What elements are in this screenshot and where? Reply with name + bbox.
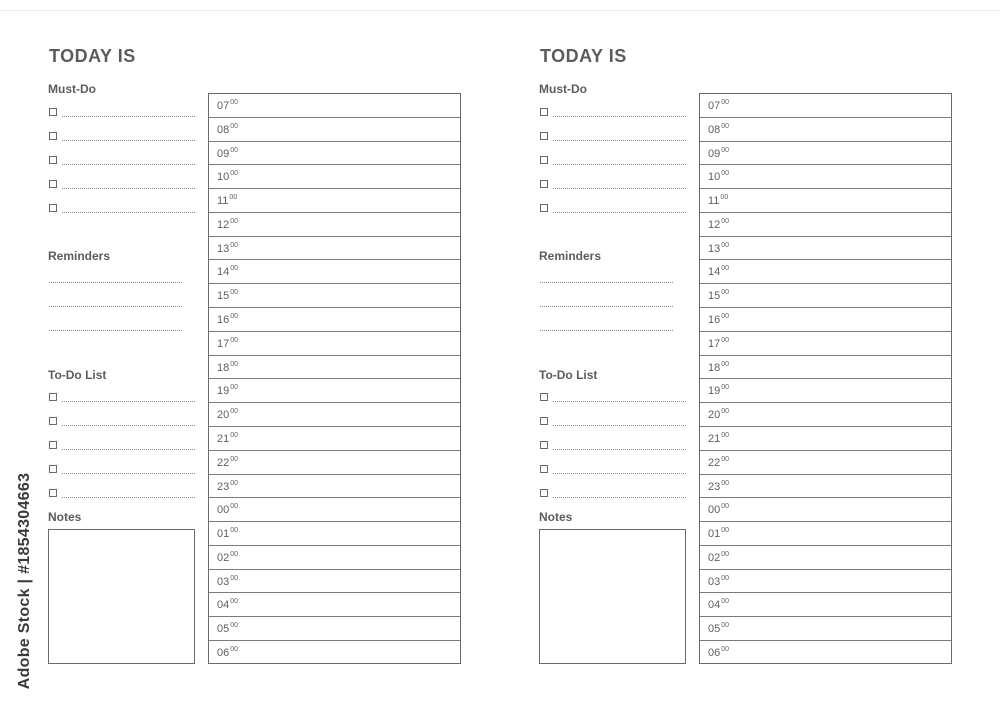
schedule-slot[interactable]: [700, 237, 951, 261]
hourly-schedule: [699, 93, 952, 664]
todo-entry-line[interactable]: [62, 473, 195, 474]
schedule-slot[interactable]: [209, 427, 460, 451]
minute-value: 00: [230, 313, 239, 321]
schedule-slot[interactable]: [209, 213, 460, 237]
schedule-slot[interactable]: [209, 379, 460, 403]
schedule-slot[interactable]: [700, 308, 951, 332]
minute-value: 00: [721, 455, 730, 463]
hour-label: [217, 575, 238, 588]
must-do-heading: Must-Do: [48, 82, 96, 96]
hour-value: 13: [708, 242, 721, 255]
must-do-entry-line[interactable]: [553, 164, 686, 165]
hour-label: [217, 194, 237, 207]
checkbox-icon[interactable]: [540, 108, 548, 116]
hour-label: [217, 432, 238, 445]
hour-value: 19: [708, 385, 721, 398]
hour-label: [708, 384, 729, 397]
must-do-item: [540, 203, 686, 215]
minute-value: 00: [230, 645, 239, 653]
reminder-entry-line[interactable]: [540, 306, 673, 307]
todo-list-item: [540, 416, 686, 428]
hour-value: 08: [217, 123, 230, 136]
hour-label: [708, 646, 729, 659]
hour-value: 07: [708, 100, 721, 112]
hour-value: 09: [708, 147, 721, 160]
hour-label: [708, 527, 729, 540]
minute-value: 00: [720, 194, 729, 202]
must-do-item: [540, 107, 686, 119]
must-do-item: [49, 131, 195, 143]
todo-entry-line[interactable]: [553, 401, 686, 402]
minute-value: 00: [721, 384, 730, 392]
checkbox-icon[interactable]: [540, 489, 548, 497]
hour-value: 19: [217, 385, 230, 398]
schedule-slot[interactable]: [700, 260, 951, 284]
todo-list-item: [540, 488, 686, 500]
hour-label: [217, 408, 238, 421]
schedule-slot[interactable]: [700, 451, 951, 475]
hour-label: [708, 622, 729, 635]
minute-value: 00: [230, 122, 239, 130]
schedule-slot[interactable]: [700, 593, 951, 617]
must-do-item: [540, 131, 686, 143]
schedule-slot[interactable]: [700, 165, 951, 189]
checkbox-icon[interactable]: [49, 393, 57, 401]
schedule-slot[interactable]: [209, 593, 460, 617]
checkbox-icon[interactable]: [540, 465, 548, 473]
checkbox-icon[interactable]: [540, 156, 548, 164]
schedule-slot[interactable]: [209, 617, 460, 641]
reminder-entry-line[interactable]: [49, 306, 182, 307]
checkbox-icon[interactable]: [49, 204, 57, 212]
notes-heading: Notes: [539, 510, 573, 524]
hour-value: 10: [217, 171, 230, 184]
hour-value: 14: [708, 266, 721, 279]
schedule-slot[interactable]: [209, 522, 460, 546]
hour-label: [217, 527, 238, 540]
schedule-slot[interactable]: [209, 356, 460, 380]
minute-value: 00: [721, 99, 730, 106]
todo-entry-line[interactable]: [62, 401, 195, 402]
hour-value: 14: [217, 266, 230, 279]
minute-value: 00: [721, 622, 730, 630]
hour-value: 21: [708, 432, 721, 445]
schedule-slot[interactable]: [700, 284, 951, 308]
minute-value: 00: [230, 598, 239, 606]
hour-label: [708, 289, 729, 302]
hour-value: 11: [217, 195, 229, 208]
minute-value: 00: [721, 408, 730, 416]
reminder-entry-line[interactable]: [540, 282, 673, 283]
hour-label: [217, 337, 238, 350]
schedule-slot[interactable]: [209, 332, 460, 356]
todo-entry-line[interactable]: [553, 473, 686, 474]
hour-value: 22: [708, 456, 721, 469]
hour-value: 20: [708, 409, 721, 422]
hour-value: 15: [217, 290, 230, 303]
schedule-slot[interactable]: [209, 546, 460, 570]
hour-label: [708, 123, 729, 136]
todo-list-item: [49, 464, 195, 476]
schedule-slot[interactable]: [700, 118, 951, 142]
hour-label: [217, 598, 238, 611]
hour-label: [217, 313, 238, 326]
minute-value: 00: [721, 503, 730, 511]
hour-value: 21: [217, 432, 230, 445]
hour-value: 06: [708, 646, 721, 659]
minute-value: 00: [721, 289, 730, 297]
notes-box[interactable]: [539, 529, 686, 664]
hour-label: [708, 598, 729, 611]
hour-label: [217, 170, 238, 183]
schedule-slot[interactable]: [209, 189, 460, 213]
reminder-entry-line[interactable]: [540, 330, 673, 331]
must-do-item: [540, 155, 686, 167]
todo-entry-line[interactable]: [62, 425, 195, 426]
hour-value: 15: [708, 290, 721, 303]
hour-label: [217, 622, 238, 635]
must-do-entry-line[interactable]: [62, 164, 195, 165]
minute-value: 00: [230, 336, 239, 344]
minute-value: 00: [230, 455, 239, 463]
page-title: TODAY IS: [540, 46, 627, 66]
notes-box[interactable]: [48, 529, 195, 664]
hour-label: [708, 99, 729, 112]
schedule-slot[interactable]: [700, 522, 951, 546]
checkbox-icon[interactable]: [540, 180, 548, 188]
minute-value: 00: [721, 146, 730, 154]
must-do-item: [49, 179, 195, 191]
minute-value: 00: [230, 265, 239, 273]
schedule-slot[interactable]: [700, 498, 951, 522]
hour-value: 16: [708, 314, 721, 327]
schedule-slot[interactable]: [209, 403, 460, 427]
minute-value: 00: [721, 479, 730, 487]
hour-label: [708, 503, 729, 516]
schedule-slot[interactable]: [700, 94, 951, 118]
schedule-slot[interactable]: [700, 332, 951, 356]
hour-label: [708, 242, 729, 255]
minute-value: 00: [230, 217, 239, 225]
minute-value: 00: [230, 289, 239, 297]
reminder-entry-line[interactable]: [49, 330, 182, 331]
hour-label: [708, 432, 729, 445]
hour-value: 02: [217, 551, 230, 564]
schedule-slot[interactable]: [209, 451, 460, 475]
reminders-heading: Reminders: [539, 249, 602, 263]
minute-value: 00: [230, 146, 239, 154]
hour-value: 08: [708, 123, 721, 136]
notes-heading: Notes: [48, 510, 82, 524]
hour-label: [217, 147, 238, 160]
hour-value: 10: [708, 171, 721, 184]
must-do-entry-line[interactable]: [553, 140, 686, 141]
reminder-entry-line[interactable]: [49, 282, 182, 283]
todo-list-item: [49, 488, 195, 500]
minute-value: 00: [721, 550, 730, 558]
schedule-slot[interactable]: [209, 308, 460, 332]
hour-label: [217, 289, 238, 302]
schedule-slot[interactable]: [209, 94, 460, 118]
hour-label: [708, 337, 729, 350]
schedule-slot[interactable]: [700, 379, 951, 403]
hour-label: [708, 551, 729, 564]
hour-label: [217, 384, 238, 397]
checkbox-icon[interactable]: [49, 441, 57, 449]
checkbox-icon[interactable]: [540, 417, 548, 425]
todo-list-item: [540, 464, 686, 476]
must-do-entry-line[interactable]: [553, 212, 686, 213]
hour-value: 05: [708, 623, 721, 636]
must-do-item: [49, 203, 195, 215]
must-do-item: [49, 155, 195, 167]
schedule-slot[interactable]: [700, 617, 951, 641]
schedule-slot[interactable]: [209, 641, 460, 665]
must-do-item: [49, 107, 195, 119]
todo-list-item: [540, 392, 686, 404]
checkbox-icon[interactable]: [540, 393, 548, 401]
minute-value: 00: [230, 574, 239, 582]
schedule-slot[interactable]: [700, 189, 951, 213]
todo-list-heading: To-Do List: [539, 368, 598, 382]
must-do-entry-line[interactable]: [62, 116, 195, 117]
hour-label: [708, 456, 729, 469]
minute-value: 00: [230, 527, 239, 535]
must-do-entry-line[interactable]: [553, 116, 686, 117]
hour-value: 17: [217, 337, 230, 350]
checkbox-icon[interactable]: [540, 132, 548, 140]
todo-entry-line[interactable]: [62, 497, 195, 498]
hour-value: 16: [217, 314, 230, 327]
schedule-slot[interactable]: [700, 546, 951, 570]
hour-value: 12: [217, 218, 230, 231]
minute-value: 00: [721, 645, 730, 653]
checkbox-icon[interactable]: [49, 132, 57, 140]
must-do-entry-line[interactable]: [62, 188, 195, 189]
checkbox-icon[interactable]: [49, 489, 57, 497]
hour-value: 11: [708, 195, 720, 208]
hour-value: 07: [217, 100, 230, 112]
hour-label: [217, 218, 238, 231]
hour-label: [708, 218, 729, 231]
hour-label: [217, 551, 238, 564]
hour-value: 01: [217, 528, 230, 541]
hour-label: [217, 123, 238, 136]
schedule-slot[interactable]: [700, 403, 951, 427]
hour-label: [708, 265, 729, 278]
hour-label: [217, 480, 238, 493]
hour-label: [217, 503, 238, 516]
checkbox-icon[interactable]: [540, 441, 548, 449]
minute-value: 00: [721, 313, 730, 321]
hour-label: [708, 147, 729, 160]
stock-watermark: [11, 462, 39, 700]
schedule-slot[interactable]: [209, 498, 460, 522]
hour-value: 03: [217, 575, 230, 588]
schedule-slot[interactable]: [700, 213, 951, 237]
hour-label: [217, 456, 238, 469]
hour-value: 22: [217, 456, 230, 469]
todo-entry-line[interactable]: [553, 425, 686, 426]
hour-value: 00: [217, 504, 230, 517]
hour-value: 18: [708, 361, 721, 374]
hourly-schedule: [208, 93, 461, 664]
reminders-heading: Reminders: [48, 249, 111, 263]
hour-value: 09: [217, 147, 230, 160]
minute-value: 00: [721, 241, 730, 249]
hour-value: 23: [217, 480, 230, 493]
minute-value: 00: [230, 170, 239, 178]
hour-label: [217, 646, 238, 659]
minute-value: 00: [721, 431, 730, 439]
hour-value: 03: [708, 575, 721, 588]
checkbox-icon[interactable]: [49, 465, 57, 473]
todo-entry-line[interactable]: [62, 449, 195, 450]
schedule-slot[interactable]: [209, 142, 460, 166]
todo-list-item: [49, 440, 195, 452]
hour-value: 04: [708, 599, 721, 612]
minute-value: 00: [230, 479, 239, 487]
schedule-slot[interactable]: [700, 475, 951, 499]
hour-label: [708, 313, 729, 326]
hour-label: [708, 194, 728, 207]
hour-label: [217, 361, 238, 374]
minute-value: 00: [230, 622, 239, 630]
todo-list-item: [49, 392, 195, 404]
minute-value: 00: [721, 598, 730, 606]
schedule-slot[interactable]: [700, 427, 951, 451]
minute-value: 00: [230, 550, 239, 558]
hour-value: 01: [708, 528, 721, 541]
hour-label: [217, 99, 238, 112]
schedule-slot[interactable]: [209, 570, 460, 594]
minute-value: 00: [721, 336, 730, 344]
hour-label: [708, 480, 729, 493]
minute-value: 00: [721, 217, 730, 225]
minute-value: 00: [230, 99, 239, 106]
hour-value: 17: [708, 337, 721, 350]
minute-value: 00: [230, 503, 239, 511]
schedule-slot[interactable]: [209, 475, 460, 499]
todo-entry-line[interactable]: [553, 497, 686, 498]
page-title: TODAY IS: [49, 46, 136, 66]
schedule-slot[interactable]: [209, 237, 460, 261]
hour-label: [708, 575, 729, 588]
planner-page-left: [48, 0, 488, 713]
hour-value: 00: [708, 504, 721, 517]
hour-value: 20: [217, 409, 230, 422]
planner-page-right: [539, 0, 979, 713]
schedule-slot[interactable]: [209, 165, 460, 189]
watermark-text: Adobe Stock | #1854304663: [16, 472, 33, 690]
checkbox-icon[interactable]: [49, 156, 57, 164]
must-do-item: [540, 179, 686, 191]
schedule-slot[interactable]: [209, 118, 460, 142]
minute-value: 00: [721, 360, 730, 368]
todo-entry-line[interactable]: [553, 449, 686, 450]
hour-value: 04: [217, 599, 230, 612]
must-do-heading: Must-Do: [539, 82, 587, 96]
todo-list-heading: To-Do List: [48, 368, 107, 382]
schedule-slot[interactable]: [700, 142, 951, 166]
hour-label: [708, 408, 729, 421]
must-do-entry-line[interactable]: [62, 140, 195, 141]
schedule-slot[interactable]: [209, 260, 460, 284]
todo-list-item: [540, 440, 686, 452]
must-do-entry-line[interactable]: [62, 212, 195, 213]
minute-value: 00: [230, 360, 239, 368]
hour-value: 23: [708, 480, 721, 493]
todo-list-item: [49, 416, 195, 428]
hour-value: 05: [217, 623, 230, 636]
checkbox-icon[interactable]: [49, 417, 57, 425]
checkbox-icon[interactable]: [540, 204, 548, 212]
schedule-slot[interactable]: [700, 570, 951, 594]
hour-label: [708, 361, 729, 374]
hour-value: 06: [217, 646, 230, 659]
minute-value: 00: [230, 384, 239, 392]
minute-value: 00: [721, 170, 730, 178]
minute-value: 00: [721, 574, 730, 582]
hour-value: 02: [708, 551, 721, 564]
must-do-entry-line[interactable]: [553, 188, 686, 189]
minute-value: 00: [721, 265, 730, 273]
hour-value: 13: [217, 242, 230, 255]
checkbox-icon[interactable]: [49, 108, 57, 116]
hour-value: 12: [708, 218, 721, 231]
checkbox-icon[interactable]: [49, 180, 57, 188]
minute-value: 00: [230, 431, 239, 439]
hour-label: [708, 170, 729, 183]
schedule-slot[interactable]: [700, 641, 951, 665]
schedule-slot[interactable]: [700, 356, 951, 380]
hour-label: [217, 242, 238, 255]
minute-value: 00: [721, 527, 730, 535]
minute-value: 00: [230, 241, 239, 249]
hour-label: [217, 265, 238, 278]
minute-value: 00: [721, 122, 730, 130]
hour-value: 18: [217, 361, 230, 374]
schedule-slot[interactable]: [209, 284, 460, 308]
minute-value: 00: [230, 408, 239, 416]
minute-value: 00: [229, 194, 238, 202]
